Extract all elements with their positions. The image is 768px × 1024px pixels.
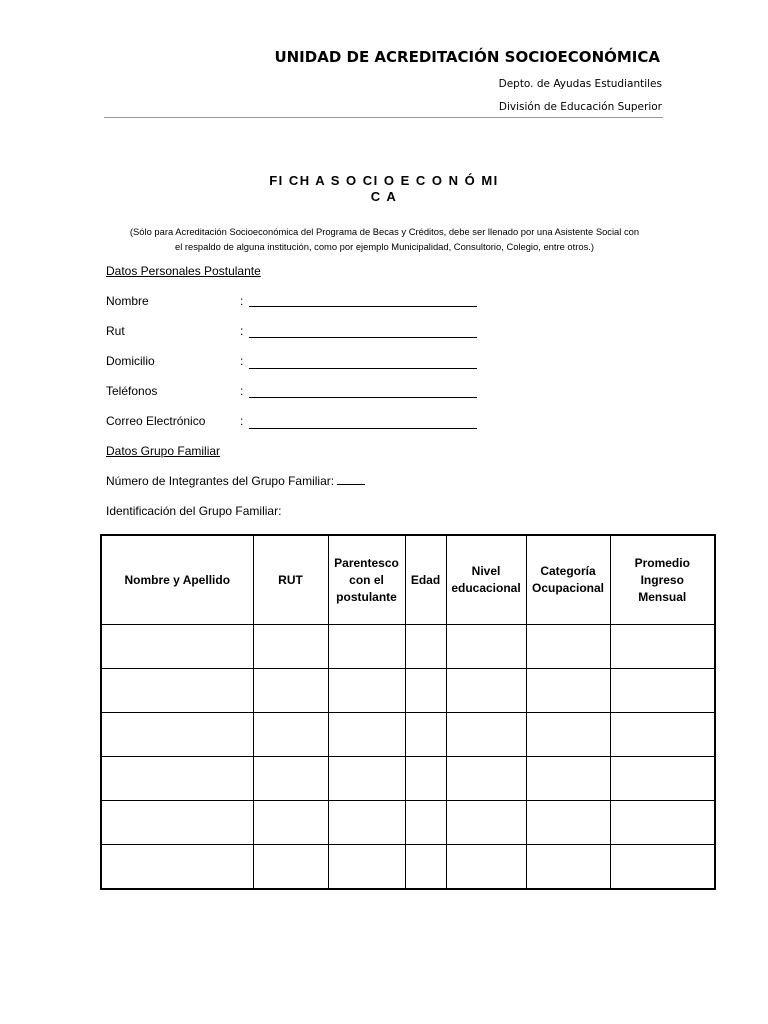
form-notice (106, 224, 663, 254)
table-cell[interactable] (328, 757, 405, 801)
field-colon: : (240, 294, 244, 308)
table-row (101, 713, 715, 757)
correo-input-line[interactable] (249, 428, 477, 429)
column-header-line: Nombre y Apellido (124, 572, 231, 587)
column-header-line: postulante (336, 589, 397, 604)
family-count-blank[interactable] (337, 474, 365, 485)
table-cell[interactable] (526, 801, 610, 845)
family-count-label: Número de Integrantes del Grupo Familiar: (106, 474, 335, 488)
table-row (101, 801, 715, 845)
table-body (101, 625, 715, 890)
table-cell[interactable] (610, 669, 715, 713)
table-cell[interactable] (101, 801, 253, 845)
column-header-line: Mensual (638, 589, 687, 604)
table-row (101, 757, 715, 801)
table-cell[interactable] (446, 845, 526, 890)
nombre-input-line[interactable] (249, 306, 477, 307)
column-header (610, 535, 715, 625)
family-count-field (106, 474, 365, 488)
table-cell[interactable] (101, 669, 253, 713)
table-cell[interactable] (328, 801, 405, 845)
table-cell[interactable] (446, 669, 526, 713)
rut-input-line[interactable] (249, 337, 477, 338)
table-cell[interactable] (405, 845, 446, 890)
column-header-line: Parentesco (334, 555, 399, 570)
table-cell[interactable] (253, 757, 328, 801)
telefonos-input-line[interactable] (249, 397, 477, 398)
family-table (100, 534, 716, 890)
header-division: División de Educación Superior (498, 101, 662, 113)
family-identification-label: Identificación del Grupo Familiar: (106, 504, 282, 518)
table-cell[interactable] (405, 801, 446, 845)
table-cell[interactable] (610, 801, 715, 845)
column-header-line: educacional (451, 581, 521, 595)
column-header-line: Ocupacional (531, 581, 605, 595)
header-divider (104, 117, 663, 118)
form-title (0, 173, 768, 205)
column-header (446, 535, 526, 625)
notice-line1: (Sólo para Acreditación Socioeconómica del Programa de Becas y Créditos, debe ser llenado por una Asistente Social con (129, 226, 640, 237)
column-header (405, 535, 446, 625)
column-header-line: con el (349, 572, 384, 587)
column-header (101, 535, 253, 625)
table-cell[interactable] (101, 713, 253, 757)
column-header-line: Ingreso (640, 572, 684, 587)
table-cell[interactable] (526, 845, 610, 890)
table-row (101, 845, 715, 890)
header-department: Depto. de Ayudas Estudiantiles (498, 78, 662, 90)
table-cell[interactable] (526, 713, 610, 757)
domicilio-input-line[interactable] (249, 368, 477, 369)
form-title-line1: FI CH A S O CI O E C O N Ó MI (269, 173, 499, 188)
column-header-line: Categoría (540, 564, 596, 578)
table-row (101, 625, 715, 669)
table-cell[interactable] (446, 757, 526, 801)
field-label-correo: Correo Electrónico (106, 414, 206, 428)
column-header-line: Nivel (471, 564, 501, 578)
table-cell[interactable] (253, 713, 328, 757)
table-cell[interactable] (405, 625, 446, 669)
table-cell[interactable] (328, 625, 405, 669)
column-header (253, 535, 328, 625)
table-cell[interactable] (446, 801, 526, 845)
field-colon: : (240, 354, 244, 368)
table-cell[interactable] (328, 713, 405, 757)
table-cell[interactable] (610, 625, 715, 669)
table-cell[interactable] (101, 757, 253, 801)
table-cell[interactable] (101, 625, 253, 669)
table-cell[interactable] (610, 845, 715, 890)
table-cell[interactable] (405, 757, 446, 801)
table-cell[interactable] (328, 845, 405, 890)
table-cell[interactable] (253, 801, 328, 845)
section-personal-title: Datos Personales Postulante (106, 264, 261, 278)
table-cell[interactable] (446, 625, 526, 669)
table-cell[interactable] (253, 845, 328, 890)
field-colon: : (240, 324, 244, 338)
table-cell[interactable] (526, 757, 610, 801)
table-row (101, 669, 715, 713)
column-header-line: Promedio (634, 555, 690, 570)
table-cell[interactable] (610, 713, 715, 757)
table-cell[interactable] (610, 757, 715, 801)
form-title-line2: C A (370, 189, 398, 204)
field-colon: : (240, 414, 244, 428)
table-cell[interactable] (446, 713, 526, 757)
table-cell[interactable] (405, 669, 446, 713)
table-cell[interactable] (101, 845, 253, 890)
field-colon: : (240, 384, 244, 398)
table-cell[interactable] (253, 625, 328, 669)
table-cell[interactable] (526, 625, 610, 669)
field-label-telefonos: Teléfonos (106, 384, 158, 398)
field-label-nombre: Nombre (106, 294, 149, 308)
table-cell[interactable] (405, 713, 446, 757)
field-label-rut: Rut (106, 324, 125, 338)
column-header-line: RUT (278, 572, 303, 587)
table-cell[interactable] (328, 669, 405, 713)
table-cell[interactable] (253, 669, 328, 713)
header-title: UNIDAD DE ACREDITACIÓN SOCIOECONÓMICA (274, 48, 660, 66)
notice-line2: el respaldo de alguna institución, como por ejemplo Municipalidad, Consultorio, Colegio, entre otros.) (175, 241, 594, 252)
column-header (526, 535, 610, 625)
column-header (328, 535, 405, 625)
field-label-domicilio: Domicilio (106, 354, 155, 368)
column-header-line: Edad (410, 572, 441, 587)
table-cell[interactable] (526, 669, 610, 713)
table-header-row (101, 535, 715, 625)
section-family-title: Datos Grupo Familiar (106, 444, 221, 458)
